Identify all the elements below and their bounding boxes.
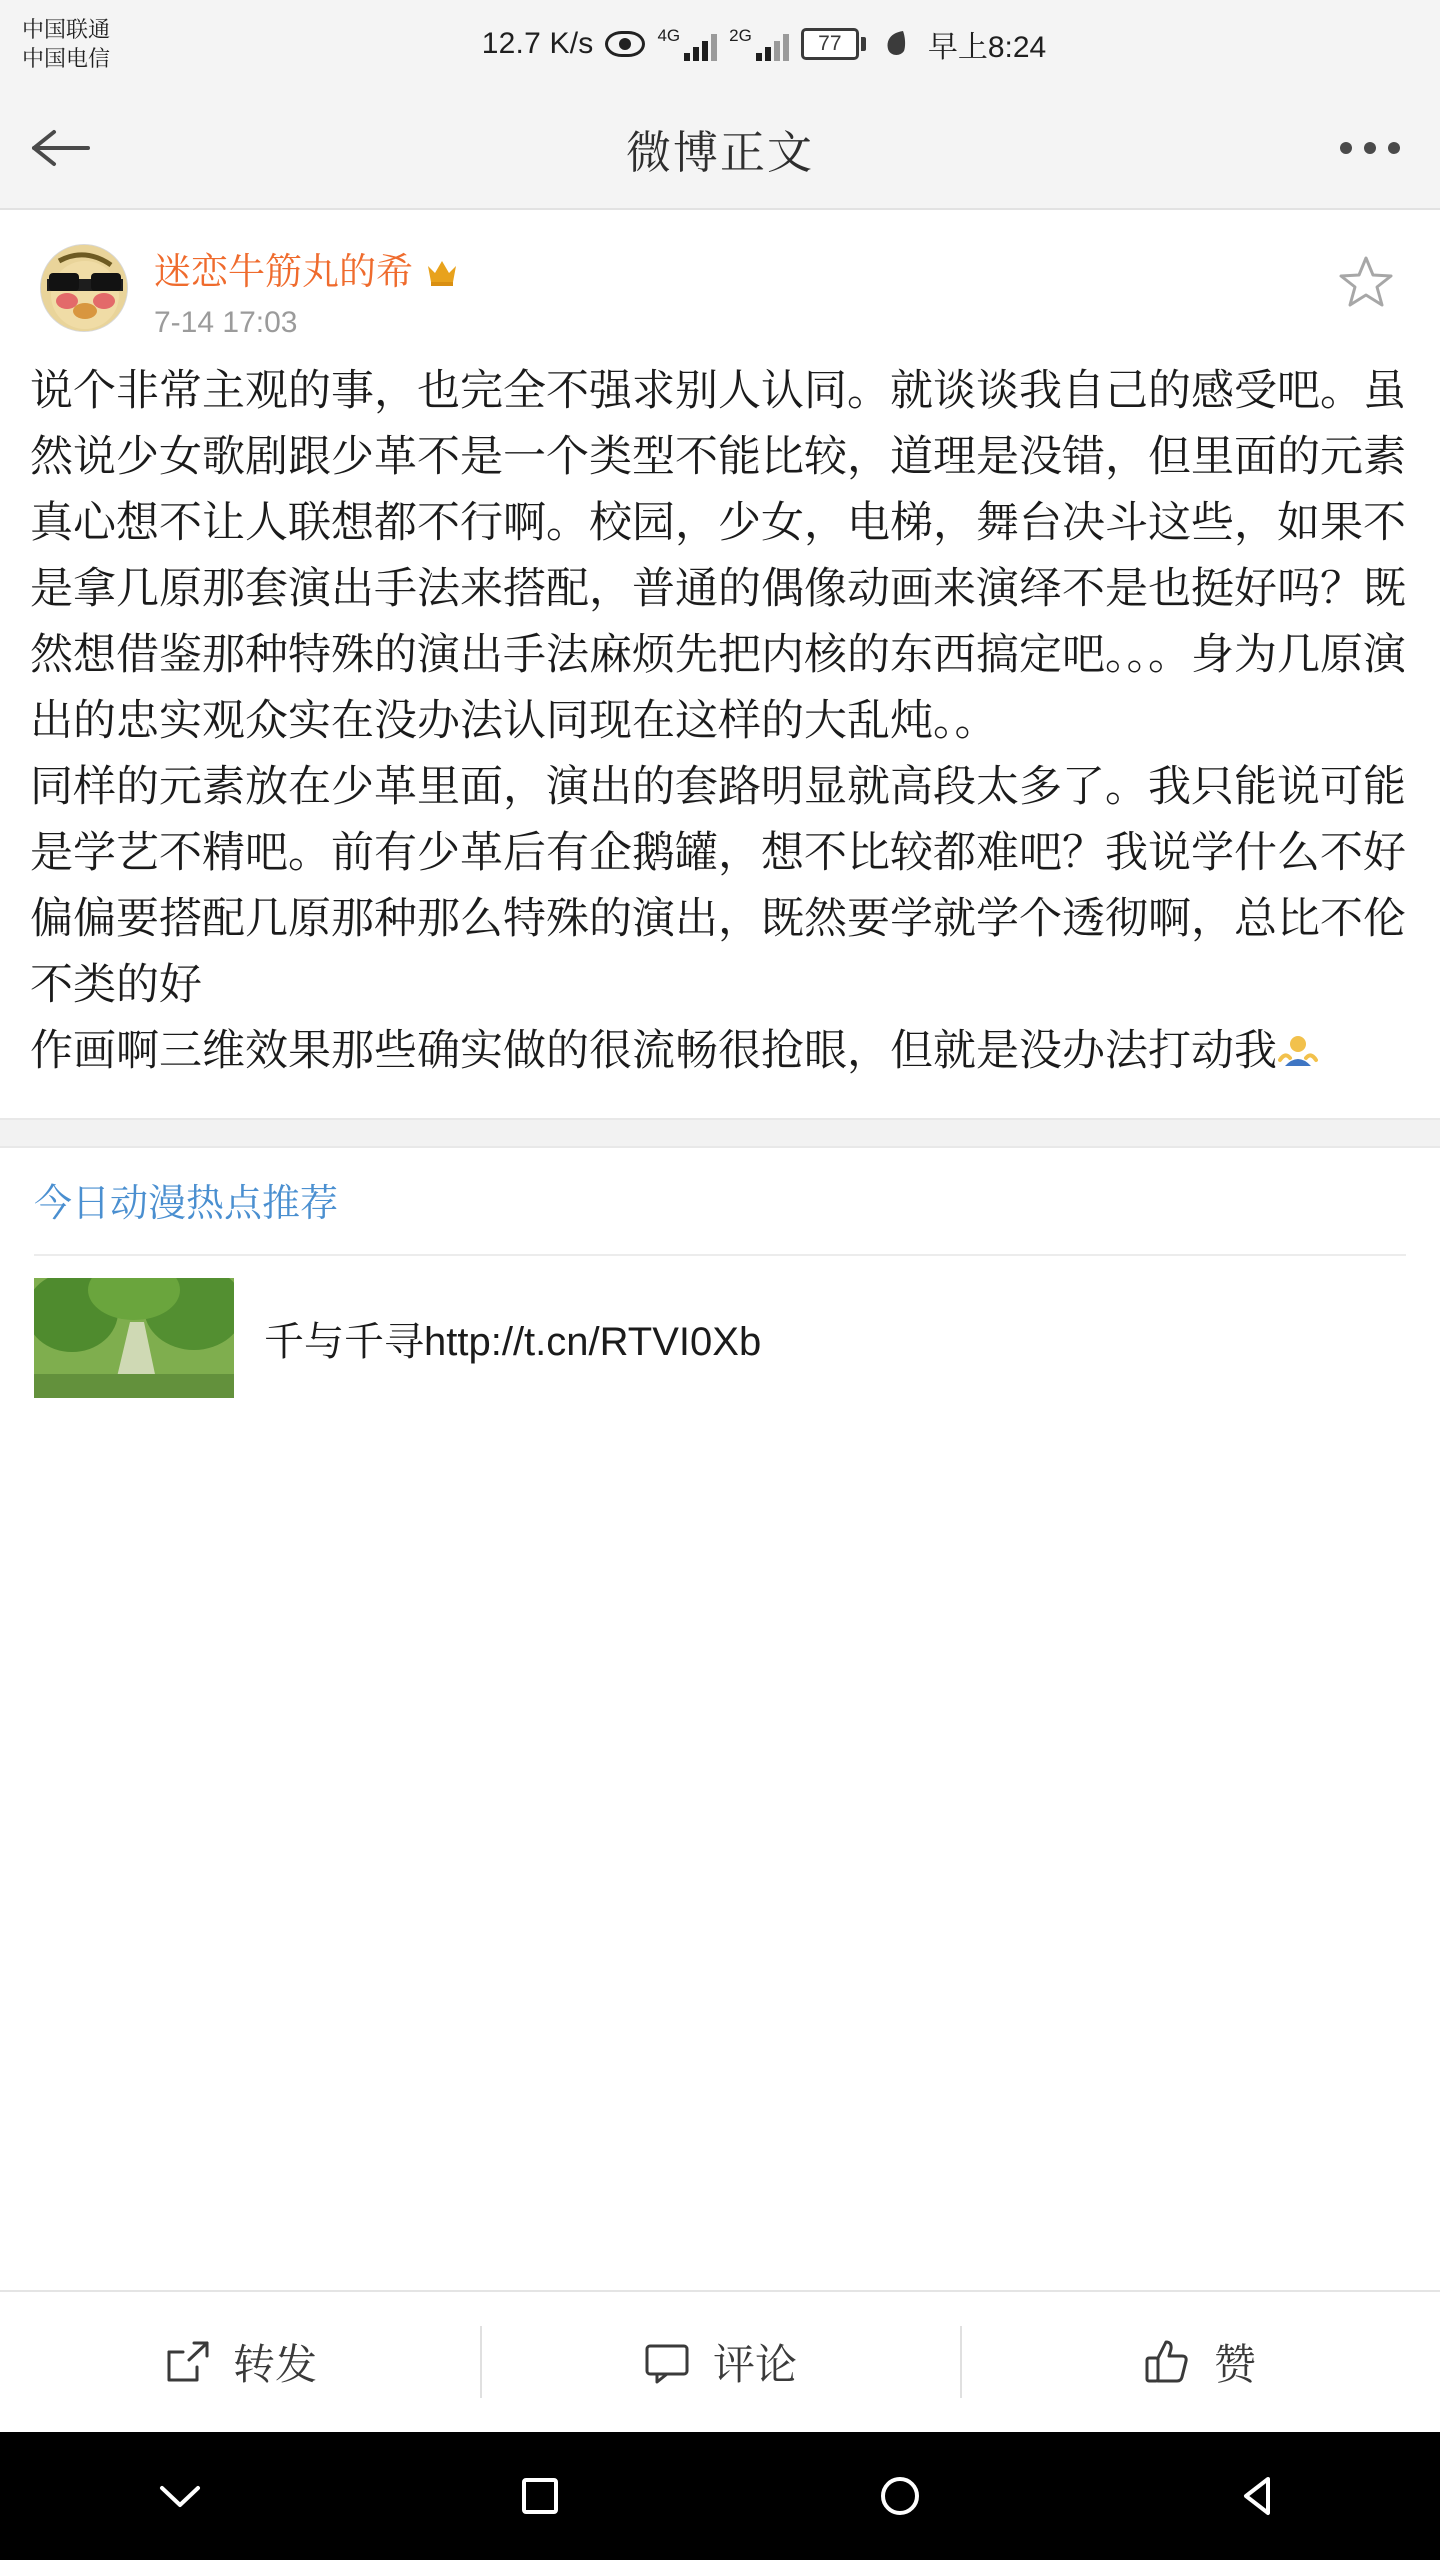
back-button[interactable] [0, 88, 120, 208]
like-button[interactable] [960, 2292, 1440, 2432]
status-clock: 早上8:24 [927, 31, 1047, 64]
signal-4g-bars [684, 33, 717, 61]
hide-keyboard-button[interactable] [100, 2432, 260, 2560]
hot-recommend-section [0, 1148, 1440, 1398]
hot-item-thumbnail[interactable] [34, 1278, 234, 1398]
nav-bar [0, 88, 1440, 210]
battery-level-text: 77 [801, 28, 859, 60]
hot-item-text[interactable]: 千与千寻http://t.cn/RTVI0Xb [264, 1320, 762, 1364]
back-button-system[interactable] [1180, 2432, 1340, 2560]
post-meta [154, 244, 459, 340]
comment-button[interactable] [480, 2292, 960, 2432]
recents-button[interactable] [460, 2432, 620, 2560]
page-title: 微博正文 [625, 126, 814, 178]
repost-icon [163, 2338, 211, 2386]
triangle-back-icon [1236, 2472, 1284, 2520]
eye-icon [605, 31, 645, 57]
action-bar [0, 2290, 1440, 2432]
signal-4g-label: 4G [657, 26, 681, 45]
home-button[interactable] [820, 2432, 980, 2560]
battery-icon [801, 28, 866, 60]
like-icon [1144, 2338, 1192, 2386]
status-bar [0, 0, 1440, 88]
signal-2g [729, 27, 789, 61]
chevron-down-icon [152, 2478, 208, 2514]
post-text [0, 340, 1440, 1084]
star-outline-icon [1338, 254, 1394, 310]
status-center [110, 22, 1418, 66]
comment-label: 评论 [712, 2341, 797, 2388]
network-speed: 12.7 K/s [481, 27, 594, 60]
android-navigation-bar [0, 2432, 1440, 2560]
like-label: 赞 [1213, 2341, 1256, 2388]
more-dots-icon [1388, 142, 1400, 154]
hot-list-item[interactable] [34, 1256, 1406, 1398]
carrier-line-1: 中国联通 [22, 17, 111, 42]
more-dots-icon [1340, 142, 1352, 154]
comment-icon [643, 2338, 691, 2386]
more-options-button[interactable] [1340, 142, 1400, 154]
more-dots-icon [1364, 142, 1376, 154]
square-icon [516, 2472, 564, 2520]
crown-icon [425, 255, 459, 289]
post-paragraph-text: 作画啊三维效果那些确实做的很流畅很抢眼，但就是没办法打动我 [30, 1027, 1277, 1075]
carrier-info [22, 15, 110, 73]
hot-recommend-title[interactable]: 今日动漫热点推荐 [34, 1183, 339, 1225]
back-arrow-icon [28, 124, 92, 172]
signal-2g-bars [756, 33, 789, 61]
repost-label: 转发 [232, 2341, 317, 2388]
username[interactable]: 迷恋牛筋丸的希 [154, 251, 413, 292]
repost-button[interactable] [0, 2292, 480, 2432]
user-line [154, 248, 459, 296]
post-header [0, 210, 1440, 340]
user-avatar [41, 245, 128, 332]
post-paragraph: 说个非常主观的事，也完全不强求别人认同。就谈谈我自己的感受吧。虽然说少女歌剧跟少革不是一个类型不能比较，道理是没错，但里面的元素真心想不让人联想都不行啊。校园，少女，电梯，舞台决斗这些，如果不是拿几原那套演出手法来搭配，普通的偶像动画来演绎不是也挺好吗？既然想借鉴那种特殊的演出手法麻烦先把内核的东西搞定吧。。。身为几原演出的忠实观众实在没办法认同现在这样的大乱炖。。 [30, 367, 1406, 745]
post-paragraph: 同样的元素放在少革里面，演出的套路明显就高段太多了。我只能说可能是学艺不精吧。前有少革后有企鹅罐，想不比较都难吧？我说学什么不好偏偏要搭配几原那种那么特殊的演出，既然要学就学个透彻啊，总比不伦不类的好 [30, 763, 1406, 1009]
avatar[interactable] [40, 244, 128, 332]
post-timestamp: 7-14 17:03 [154, 306, 298, 339]
post-content-scroll[interactable] [0, 210, 1440, 2290]
carrier-line-2: 中国电信 [22, 46, 111, 71]
favorite-button[interactable] [1338, 254, 1394, 310]
tree-path-photo [34, 1278, 234, 1398]
circle-icon [876, 2472, 924, 2520]
emoji-shrug-icon [1277, 1025, 1319, 1067]
post-paragraph-last [30, 1018, 1410, 1084]
signal-4g [657, 27, 717, 61]
signal-2g-label: 2G [729, 26, 752, 45]
section-divider [0, 1118, 1440, 1148]
leaf-charge-icon [884, 29, 906, 59]
